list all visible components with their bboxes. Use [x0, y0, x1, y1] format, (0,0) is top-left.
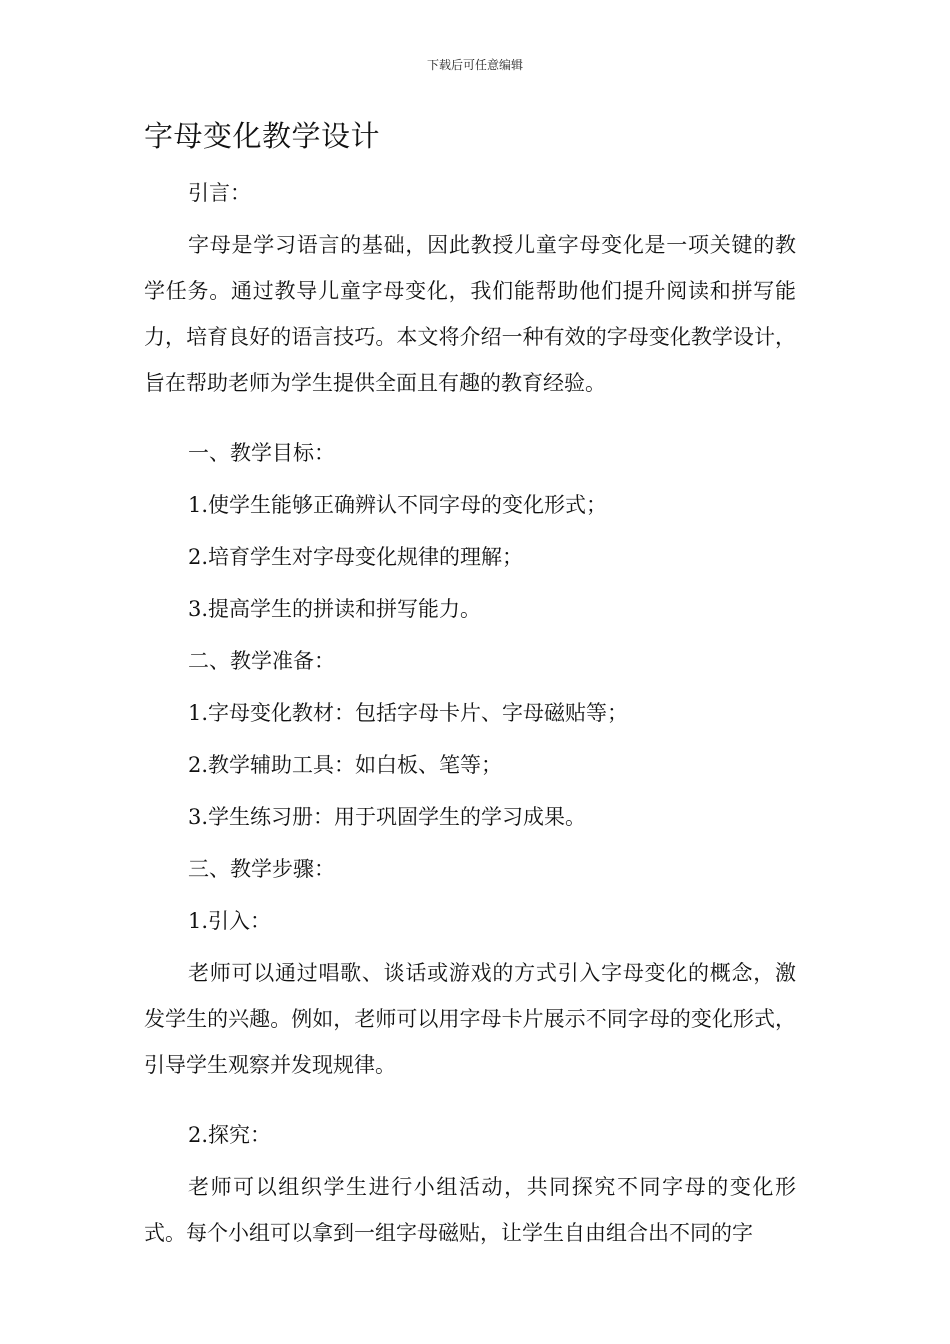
step-paragraph-1: 老师可以通过唱歌、谈话或游戏的方式引入字母变化的概念，激发学生的兴趣。例如，老师可以用字母卡片展示不同字母的变化形式，引导学生观察并发现规律。 — [144, 961, 796, 1077]
step-heading-1: 1.引入： — [188, 909, 272, 933]
prep-item-2: 2.教学辅助工具：如白板、笔等； — [188, 753, 503, 777]
page-header: 下载后可任意编辑 — [426, 58, 523, 72]
prep-item-1: 1.字母变化教材：包括字母卡片、字母磁贴等； — [188, 701, 629, 725]
goal-item-2: 2.培育学生对字母变化规律的理解； — [188, 545, 524, 569]
intro-heading: 引言： — [188, 181, 251, 205]
section-heading-steps: 三、教学步骤： — [188, 857, 335, 881]
goal-item-3: 3.提高学生的拼读和拼写能力。 — [188, 597, 482, 621]
goal-item-1: 1.使学生能够正确辨认不同字母的变化形式； — [188, 493, 608, 517]
step-paragraph-2: 老师可以组织学生进行小组活动，共同探究不同字母的变化形式。每个小组可以拿到一组字母磁贴，让学生自由组合出不同的字 — [144, 1175, 796, 1245]
document-title: 字母变化教学设计 — [144, 119, 381, 153]
document-body — [144, 170, 796, 1280]
section-heading-preparation: 二、教学准备： — [188, 649, 335, 673]
step-heading-2: 2.探究： — [188, 1123, 272, 1147]
prep-item-3: 3.学生练习册：用于巩固学生的学习成果。 — [188, 805, 587, 829]
section-heading-goals: 一、教学目标： — [188, 441, 335, 465]
intro-paragraph: 字母是学习语言的基础，因此教授儿童字母变化是一项关键的教学任务。通过教导儿童字母变化，我们能帮助他们提升阅读和拼写能力，培育良好的语言技巧。本文将介绍一种有效的字母变化教学设计，旨在帮助老师为学生提供全面且有趣的教育经验。 — [144, 233, 796, 395]
